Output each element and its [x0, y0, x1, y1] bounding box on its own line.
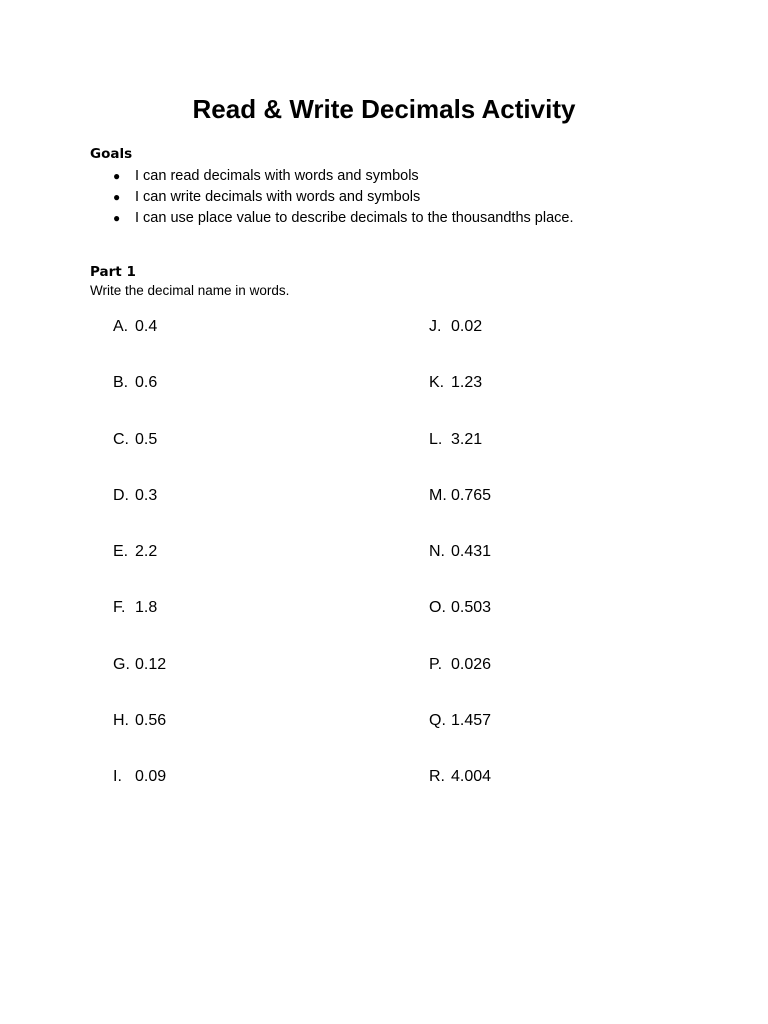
problem-item-b	[113, 372, 166, 428]
problem-label: N.	[429, 543, 445, 561]
problem-item-n	[429, 541, 491, 597]
page-title: Read & Write Decimals Activity	[192, 94, 576, 124]
goals-list	[113, 166, 574, 229]
problem-label: J.	[429, 318, 442, 335]
goal-item	[113, 208, 574, 229]
problem-item-d	[113, 485, 166, 541]
goals-heading: Goals	[90, 146, 133, 162]
problem-label: I.	[113, 768, 122, 786]
problem-value: 1.8	[135, 599, 158, 617]
goal-text: I can write decimals with words and symbols	[135, 189, 421, 205]
problem-item-e	[113, 541, 166, 597]
problem-label: D.	[113, 486, 129, 504]
problem-value: 0.765	[451, 486, 492, 504]
problem-value: 1.457	[451, 712, 492, 730]
bullet-icon: ●	[113, 169, 121, 183]
problem-label: L.	[429, 430, 443, 448]
problem-item-c	[113, 429, 166, 485]
problem-value: 3.21	[451, 430, 483, 448]
problem-label: E.	[113, 543, 129, 561]
problem-item-a	[113, 316, 166, 372]
problem-item-g	[113, 654, 166, 710]
problem-label: F.	[113, 599, 126, 617]
problem-value: 0.12	[135, 655, 167, 673]
problem-item-o	[429, 597, 491, 653]
problem-label: Q.	[429, 712, 446, 730]
problem-value: 4.004	[451, 768, 492, 786]
problem-item-m	[429, 485, 491, 541]
bullet-icon: ●	[113, 211, 121, 225]
problem-column-right	[429, 316, 491, 823]
problem-value: 0.026	[451, 655, 492, 673]
problem-value: 0.09	[135, 768, 167, 786]
bullet-icon: ●	[113, 190, 121, 204]
problem-label: O.	[429, 599, 446, 617]
problem-value: 0.02	[451, 318, 483, 335]
problem-label: C.	[113, 430, 129, 448]
problem-value: 0.5	[135, 430, 158, 448]
part1-instruction: Write the decimal name in words.	[90, 283, 290, 298]
problem-value: 0.6	[135, 374, 158, 392]
goal-item	[113, 166, 574, 187]
problem-item-j	[429, 316, 491, 372]
problem-item-h	[113, 710, 166, 766]
problem-column-left	[113, 316, 166, 823]
problem-label: A.	[113, 318, 129, 335]
goal-item	[113, 187, 574, 208]
problem-item-r	[429, 766, 491, 822]
problem-value: 0.3	[135, 486, 158, 504]
problem-label: H.	[113, 712, 129, 730]
problem-label: R.	[429, 768, 445, 786]
problem-value: 2.2	[135, 543, 158, 561]
problem-value: 0.431	[451, 543, 492, 561]
problem-label: B.	[113, 374, 129, 392]
problem-label: P.	[429, 655, 443, 673]
goal-text: I can read decimals with words and symbols	[135, 168, 419, 184]
problem-value: 0.4	[135, 318, 158, 335]
problem-item-f	[113, 597, 166, 653]
problem-label: K.	[429, 374, 445, 392]
problem-item-q	[429, 710, 491, 766]
problem-item-p	[429, 654, 491, 710]
goal-text: I can use place value to describe decimals to the thousandths place.	[135, 210, 574, 226]
problem-item-k	[429, 372, 491, 428]
problem-label: G.	[113, 655, 130, 673]
part1-heading: Part 1	[90, 264, 136, 280]
problem-value: 0.56	[135, 712, 167, 730]
problem-item-l	[429, 429, 491, 485]
problem-item-i	[113, 766, 166, 822]
problem-value: 0.503	[451, 599, 492, 617]
problem-label: M.	[429, 486, 447, 504]
problem-value: 1.23	[451, 374, 483, 392]
